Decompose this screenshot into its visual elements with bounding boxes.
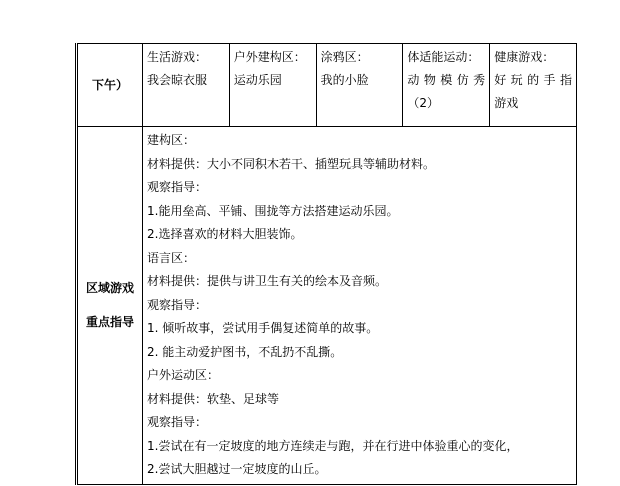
activity-title: 好玩的手指	[494, 73, 572, 87]
area-guidance-label-line2: 重点指导	[85, 315, 134, 330]
activity-title: 运动乐园	[233, 73, 282, 87]
content-line: 材料提供：大小不同积木若干、插塑玩具等辅助材料。	[147, 156, 436, 171]
content-line: 2.选择喜欢的材料大胆装饰。	[147, 227, 303, 241]
content-line: 观察指导：	[147, 415, 208, 429]
content-line: 2.尝试大胆越过一定坡度的山丘。	[147, 462, 327, 476]
afternoon-label: 下午）	[91, 77, 128, 92]
activity-title: 我会晾衣服	[147, 73, 208, 87]
activity-cell-outdoor-building	[229, 44, 316, 127]
content-line: 建构区：	[147, 133, 196, 147]
content-line: 观察指导：	[147, 297, 208, 312]
area-guidance-row	[77, 127, 577, 485]
area-guidance-label-cell	[77, 127, 143, 485]
activity-cell-life-game	[143, 44, 230, 127]
activity-category: 涂鸦区：	[320, 50, 369, 64]
activity-title-suffix: （2）	[407, 96, 440, 110]
content-line: 户外运动区：	[147, 368, 220, 382]
activity-category: 户外建构区：	[233, 50, 306, 64]
area-guidance-label-line1: 区域游戏	[85, 281, 134, 296]
content-line: 材料提供：提供与讲卫生有关的绘本及音频。	[147, 274, 388, 288]
activity-title: 我的小脸	[320, 73, 369, 87]
content-line: 1. 倾听故事，尝试用手偶复述简单的故事。	[147, 321, 379, 335]
activity-category: 生活游戏：	[147, 50, 208, 64]
content-line: 1.能用垒高、平铺、围拢等方法搭建运动乐园。	[147, 203, 399, 218]
afternoon-row	[77, 44, 577, 127]
area-guidance-content	[143, 127, 577, 485]
content-line: 材料提供：软垫、足球等	[147, 391, 280, 406]
schedule-table	[75, 43, 577, 485]
activity-category: 健康游戏：	[494, 50, 555, 64]
content-line: 观察指导：	[147, 180, 208, 194]
activity-title-suffix: 游戏	[494, 96, 519, 110]
content-line: 2. 能主动爱护图书，不乱扔不乱撕。	[147, 344, 343, 359]
activity-title: 动物模仿秀	[407, 73, 486, 87]
activity-cell-fitness	[403, 44, 490, 127]
content-line: 语言区：	[147, 250, 196, 265]
activity-category: 体适能运动：	[407, 50, 480, 64]
activity-cell-graffiti	[316, 44, 403, 127]
content-line: 1.尝试在有一定坡度的地方连续走与跑，并在行进中体验重心的变化，	[147, 438, 519, 453]
activity-cell-health-game	[490, 44, 577, 127]
afternoon-label-cell	[77, 44, 143, 127]
